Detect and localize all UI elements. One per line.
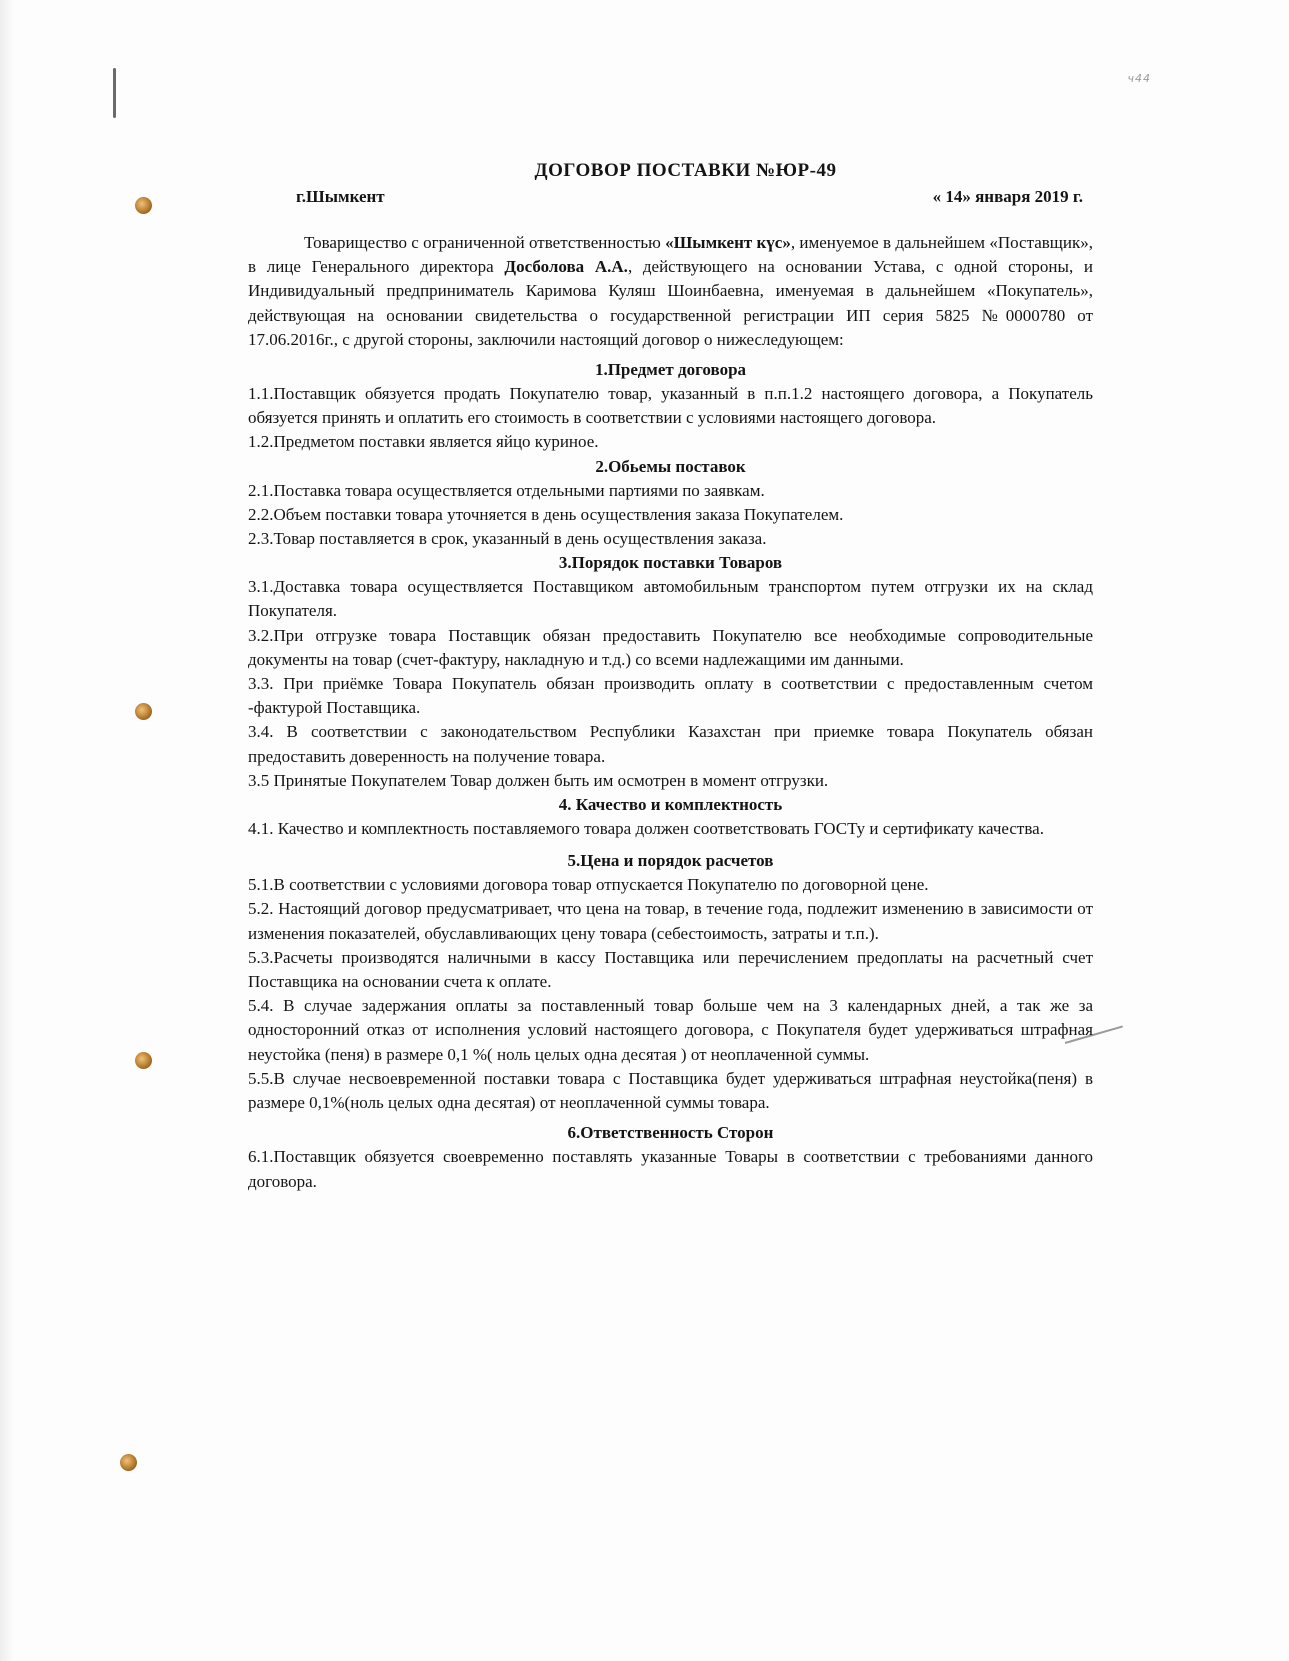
place-date-line xyxy=(248,187,1093,207)
clause: 1.2.Предметом поставки является яйцо куриное. xyxy=(248,432,599,452)
punch-hole-icon xyxy=(135,197,152,214)
scan-mark xyxy=(113,68,116,118)
intro-paragraph: Товарищество с ограниченной ответственностью «Шымкент күс», именуемое в дальнейшем «Поставщик», в лице Генерального директора Досболова А.А., действующего на основании Устава, с одной стороны, и Индивидуальный предприниматель Каримова Куляш Шоинбаевна, именуемая в дальнейшем «Покупатель», действующая на основании свидетельства о государственной регистрации ИП серия 5825 №0000780 от 17.06.2016г., с другой стороны, заключили настоящий договор о нижеследующем: xyxy=(248,233,1093,349)
punch-hole-icon xyxy=(135,1052,152,1069)
contract-body xyxy=(248,160,1093,1194)
scan-edge-shadow xyxy=(0,0,14,1661)
contract-date: « 14» января 2019 г. xyxy=(932,187,1083,206)
clause: 5.1.В соответствии с условиями договора товар отпускается Покупателю по договорной цене. xyxy=(248,875,929,895)
clause: 3.5 Принятые Покупателем Товар должен быть им осмотрен в момент отгрузки. xyxy=(248,770,829,790)
clause: 3.4. В соответствии с законодательством Республики Казахстан при приемке товара Покупатель обязан предоставить доверенность на получение товара. xyxy=(248,722,1093,766)
document-title: ДОГОВОР ПОСТАВКИ №ЮР-49 xyxy=(534,160,837,181)
clause: 4.1. Качество и комплектность поставляемого товара должен соответствовать ГОСТу и сертификату качества. xyxy=(248,819,1044,839)
clause: 2.3.Товар поставляется в срок, указанный в день осуществления заказа. xyxy=(248,529,767,549)
corner-handwritten-note: ч44 xyxy=(1127,72,1151,85)
section-heading: 4. Качество и комплектность xyxy=(558,795,783,815)
clause: 2.1.Поставка товара осуществляется отдельными партиями по заявкам. xyxy=(248,480,765,500)
supplier-company-name: «Шымкент күс» xyxy=(665,233,791,252)
clause: 3.2.При отгрузке товара Поставщик обязан предоставить Покупателю все необходимые сопроводительные документы на товар (счет-фактуру, накладную и т.д.) со всеми надлежащими им данными. xyxy=(248,625,1093,669)
punch-hole-icon xyxy=(120,1454,137,1471)
clause: 6.1.Поставщик обязуется своевременно поставлять указанные Товары в соответствии с требованиями данного договора. xyxy=(248,1147,1093,1191)
section-heading: 2.Обьемы поставок xyxy=(595,456,746,476)
section-heading: 6.Ответственность Сторон xyxy=(567,1123,774,1143)
clause: 5.3.Расчеты производятся наличными в кассу Поставщика или перечислением предоплаты на расчетный счет Поставщика на основании счета к оплате. xyxy=(248,947,1093,992)
clause: 5.4. В случае задержания оплаты за поставленный товар больше чем на 3 календарных дней, а так же за односторонний отказ от исполнения условий настоящего договора, с Покупателя будет удерживаться штрафная неустойка (пеня) в размере 0,1 %( ноль целых одна десятая ) от неоплаченной суммы. xyxy=(248,996,1093,1064)
clause: 3.3. При приёмке Товара Покупатель обязан производить оплату в соответствии с предоставленным счетом -фактурой Поставщика. xyxy=(248,674,1093,718)
section-heading: 3.Порядок поставки Товаров xyxy=(558,553,783,573)
punch-hole-icon xyxy=(135,703,152,720)
contract-city: г.Шымкент xyxy=(296,187,385,206)
clause: 5.2. Настоящий договор предусматривает, что цена на товар, в течение года, подлежит изменению в зависимости от изменения показателей, обуславливающих цену товара (себестоимость, затраты и т.п.). xyxy=(248,899,1093,943)
clause: 2.2.Объем поставки товара уточняется в день осуществления заказа Покупателем. xyxy=(248,504,844,524)
director-name: Досболова А.А. xyxy=(504,257,628,277)
section-heading: 5.Цена и порядок расчетов xyxy=(567,851,774,871)
section-heading: 1.Предмет договора xyxy=(594,360,747,380)
clause: 5.5.В случае несвоевременной поставки товара с Поставщика будет удерживаться штрафная неустойка(пеня) в размере 0,1%(ноль целых одна десятая) от неоплаченной суммы товара. xyxy=(248,1068,1093,1113)
clause: 3.1.Доставка товара осуществляется Поставщиком автомобильным транспортом путем отгрузки их на склад Покупателя. xyxy=(248,577,1093,621)
clause: 1.1.Поставщик обязуется продать Покупателю товар, указанный в п.п.1.2 настоящего договора, а Покупатель обязуется принять и оплатить его стоимость в соответствии с условиями настоящего договора. xyxy=(248,384,1093,428)
